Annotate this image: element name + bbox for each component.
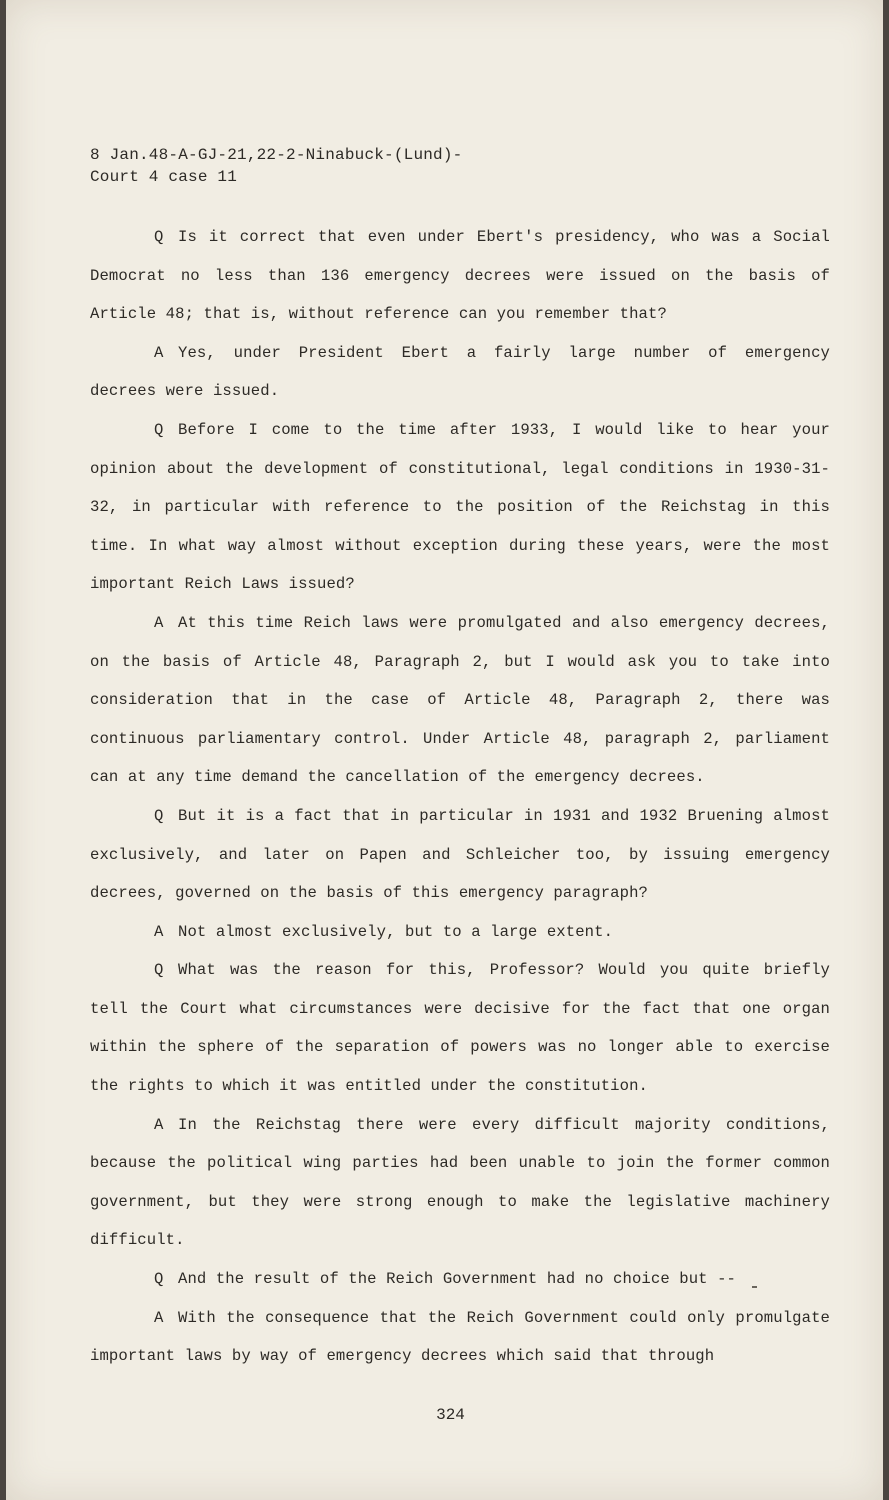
paragraph-text: Is it correct that even under Ebert's presidency, who was a Social Democrat no less than 136 emergency decrees were issued on the basis of Article 48; that is, without reference can you remember that?	[90, 228, 830, 324]
speaker-label: Q	[154, 961, 164, 980]
transcript-paragraph	[90, 1299, 830, 1376]
transcript-paragraph	[90, 913, 830, 952]
page-number: 324	[436, 1406, 465, 1424]
transcript-paragraph	[90, 604, 830, 797]
paragraph-text: Not almost exclusively, but to a large extent.	[178, 922, 614, 941]
paragraph-text: With the consequence that the Reich Government could only promulgate important laws by way of emergency decrees which said that through	[90, 1308, 830, 1366]
speaker-label: Q	[154, 806, 164, 825]
paragraph-text: And the result of the Reich Government had no choice but --	[178, 1270, 737, 1289]
paragraph-text: In the Reichstag there were every difficult majority conditions, because the political wing parties had been unable to join the former common government, but they were strong enough to make the legislative machinery difficult.	[90, 1115, 830, 1250]
ink-smudge	[752, 1286, 757, 1288]
paragraph-text: But it is a fact that in particular in 1931 and 1932 Bruening almost exclusively, and later on Papen and Schleicher too, by issuing emergency decrees, governed on the basis of this emergency paragraph?	[90, 806, 830, 903]
transcript-paragraph	[90, 1106, 830, 1260]
transcript-paragraph	[90, 218, 830, 334]
paragraph-text: What was the reason for this, Professor? Would you quite briefly tell the Court what circumstances were decisive for the fact that one organ within the sphere of the separation of powers was no longer able to exercise the rights to which it was entitled under the constitution.	[90, 961, 830, 1096]
transcript-paragraph	[90, 411, 830, 604]
speaker-label: Q	[154, 420, 164, 439]
header-court-line: Court 4 case 11	[90, 168, 238, 186]
transcript-paragraph	[90, 797, 830, 913]
header-reference-line: 8 Jan.48-A-GJ-21,22-2-Ninabuck-(Lund)-	[90, 146, 463, 164]
transcript-paragraph	[90, 951, 830, 1105]
speaker-label: A	[154, 343, 164, 362]
transcript-body	[90, 218, 830, 1376]
speaker-label: A	[154, 1115, 164, 1134]
paragraph-text: Before I come to the time after 1933, I would like to hear your opinion about the development of constitutional, legal conditions in 1930-31-32, in particular with reference to the position of the Reichstag in this time. In what way almost without exception during these years, were the most important Reich Laws issued?	[90, 420, 830, 594]
document-page	[6, 0, 883, 1500]
speaker-label: A	[154, 613, 164, 632]
transcript-paragraph	[90, 1260, 830, 1299]
speaker-label: Q	[154, 1270, 164, 1289]
paragraph-text: Yes, under President Ebert a fairly large number of emergency decrees were issued.	[90, 343, 830, 401]
transcript-paragraph	[90, 334, 830, 411]
speaker-label: A	[154, 1308, 164, 1327]
speaker-label: A	[154, 922, 164, 941]
speaker-label: Q	[154, 228, 164, 246]
document-header	[90, 144, 462, 188]
paragraph-text: At this time Reich laws were promulgated and also emergency decrees, on the basis of Article 48, Paragraph 2, but I would ask you to take into consideration that in the case of Article 48, Paragraph 2, there was continuous parliamentary control. Under Article 48, paragraph 2, parliament can at any time demand the cancellation of the emergency decrees.	[90, 613, 830, 787]
